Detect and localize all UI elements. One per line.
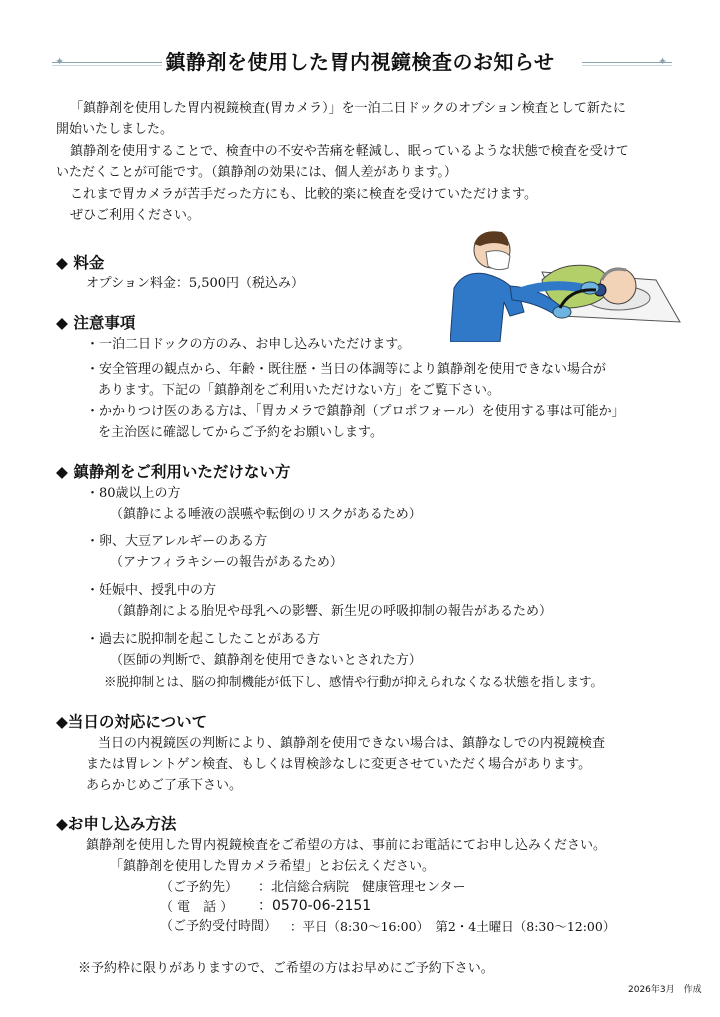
apply-dest-value: ：北信総合病院 健康管理センター bbox=[258, 880, 466, 895]
ineligible-item-reason: （アナフィラキシーの報告があるため） bbox=[110, 555, 343, 570]
intro-p2-line2: いただくことが可能です。（鎮静剤の効果には、個人差があります。） bbox=[56, 165, 457, 180]
apply-line1: 鎮静剤を使用した胃内視鏡検査をご希望の方は、事前にお電話にてお申し込みください。 bbox=[86, 838, 607, 853]
notes-item-3-line1: ・かかりつけ医のある方は、「胃カメラで鎮静剤（プロポフォール）を使用する事は可能か」 bbox=[86, 404, 625, 419]
notes-item-2-line1: ・安全管理の観点から、年齢・既往歴・当日の体調等により鎮静剤を使用できない場合が bbox=[86, 362, 607, 377]
title-ornament-right: ✦ bbox=[658, 55, 668, 68]
ineligible-item-label: ・80歳以上の方 bbox=[86, 486, 181, 501]
ineligible-item-reason: （鎮静剤による胎児や母乳への影響、新生児の呼吸抑制の報告があるため） bbox=[110, 604, 553, 619]
dayof-line2: または胃レントゲン検査、もしくは胃検診なしに変更させていただく場合があります。 bbox=[86, 757, 592, 772]
ineligible-heading: ◆ 鎮静剤をご利用いただけない方 bbox=[56, 463, 291, 481]
ineligible-item-reason: （医師の判断で、鎮静剤を使用できないとされた方） bbox=[110, 653, 422, 668]
doctor-body-icon bbox=[450, 273, 524, 342]
apply-heading: ◆お申し込み方法 bbox=[56, 815, 177, 833]
ineligible-item-label: ・妊娠中、授乳中の方 bbox=[86, 583, 217, 598]
fee-text: オプション料金：5,500円（税込み） bbox=[86, 276, 305, 291]
apply-dest-label: （ご予約先） bbox=[160, 880, 239, 895]
page-title: 鎮静剤を使用した胃内視鏡検査のお知らせ bbox=[165, 50, 555, 74]
apply-hours-label: （ご予約受付時間） bbox=[160, 919, 278, 934]
dayof-line1: 当日の内視鏡医の判断により、鎮静剤を使用できない場合は、鎮静なしでの内視鏡検査 bbox=[98, 736, 606, 751]
notes-item-3-line2: を主治医に確認してからご予約をお願いします。 bbox=[98, 425, 383, 440]
apply-hours-value: ：平日（8:30～16:00） 第2・4土曜日（8:30～12:00） bbox=[290, 919, 616, 934]
apply-phone-label: （ 電 話 ） bbox=[160, 900, 234, 915]
dayof-heading: ◆当日の対応について bbox=[56, 713, 208, 731]
apply-phone-value: ：0570-06-2151 bbox=[258, 898, 372, 914]
title-ornament-left: ✦ bbox=[55, 55, 65, 68]
endoscopy-illustration bbox=[450, 228, 682, 342]
notes-item-2-line2: あります。下記の「鎮静剤をご利用いただけない方」をご覧下さい。 bbox=[98, 383, 500, 398]
intro-p1-line1: 「鎮静剤を使用した胃内視鏡検査(胃カメラ）」を一泊二日ドックのオプション検査として新たに bbox=[70, 101, 626, 116]
ineligible-item-reason: （鎮静による唾液の誤嚥や転倒のリスクがあるため） bbox=[110, 507, 422, 522]
ineligible-item-label: ・過去に脱抑制を起こしたことがある方 bbox=[86, 632, 321, 647]
intro-p1-line2: 開始いたしました。 bbox=[56, 122, 174, 137]
footer-date: 2026年3月 作成 bbox=[628, 985, 702, 995]
dayof-line3: あらかじめご了承下さい。 bbox=[86, 778, 243, 793]
apply-line2: 「鎮静剤を使用した胃カメラ希望」とお伝えください。 bbox=[110, 859, 436, 874]
intro-p3: これまで胃カメラが苦手だった方にも、比較的楽に検査を受けていただけます。 bbox=[70, 187, 537, 202]
ineligible-item-label: ・卵、大豆アレルギーのある方 bbox=[86, 534, 268, 549]
intro-p2-line1: 鎮静剤を使用することで、検査中の不安や苦痛を軽減し、眠っているような状態で検査を受けて bbox=[70, 144, 629, 159]
notes-item-1: ・一泊二日ドックの方のみ、お申し込みいただけます。 bbox=[86, 337, 411, 352]
fee-heading: ◆ 料金 bbox=[56, 254, 105, 272]
intro-p4: ぜひご利用ください。 bbox=[70, 208, 201, 223]
mask-icon bbox=[486, 251, 510, 270]
notes-heading: ◆ 注意事項 bbox=[56, 314, 136, 332]
ineligible-footnote: ※脱抑制とは、脳の抑制機能が低下し、感情や行動が抑えられなくなる状態を指します。 bbox=[104, 674, 604, 689]
apply-note: ※予約枠に限りがありますので、ご希望の方はお早めにご予約下さい。 bbox=[78, 961, 494, 976]
